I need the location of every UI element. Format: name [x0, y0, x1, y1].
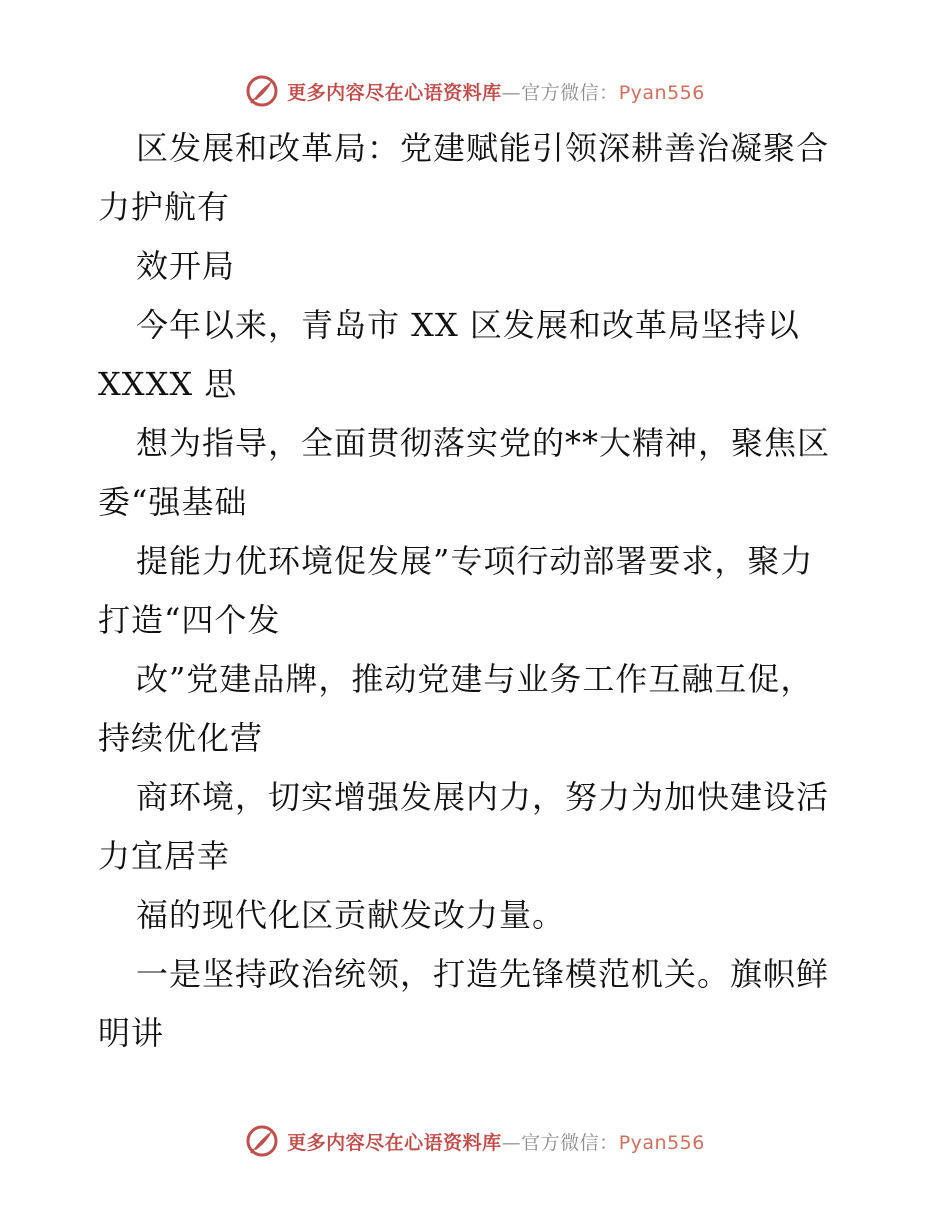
watermark-brand: 更多内容尽在心语资料库: [287, 81, 502, 104]
watermark-text: [287, 1128, 705, 1155]
feather-pen-logo-icon: [245, 1124, 279, 1158]
document-line: 今年以来，青岛市 XX 区发展和改革局坚持以: [136, 306, 800, 344]
document-line: 力护航有: [98, 188, 231, 226]
watermark-brand: 更多内容尽在心语资料库: [287, 1131, 502, 1154]
watermark-separator: —: [501, 81, 522, 104]
document-line: 想为指导，全面贯彻落实党的**大精神，聚焦区: [136, 424, 831, 462]
document-line: 委“强基础: [98, 483, 248, 521]
document-line: 商环境，切实增强发展内力，努力为加快建设活: [136, 778, 830, 816]
watermark-wechat-id: Pyan556: [618, 1131, 705, 1154]
document-line: 一是坚持政治统领，打造先锋模范机关。旗帜鲜: [136, 955, 830, 993]
document-line: 福的现代化区贡献发改力量。: [136, 896, 566, 934]
document-line: 区发展和改革局：党建赋能引领深耕善治凝聚合: [136, 129, 830, 167]
document-line: 提能力优环境促发展”专项行动部署要求，聚力: [136, 542, 814, 580]
document-line: 明讲: [98, 1014, 165, 1052]
footer-watermark: [0, 1121, 950, 1161]
watermark-separator: —: [501, 1131, 522, 1154]
watermark-wechat-id: Pyan556: [618, 81, 705, 104]
document-line: XXXX 思: [98, 365, 238, 403]
watermark-wechat-label: 官方微信：: [521, 81, 619, 104]
watermark-wechat-label: 官方微信：: [521, 1131, 619, 1154]
document-line: 效开局: [136, 247, 236, 285]
document-line: 改”党建品牌，推动党建与业务工作互融互促，: [136, 660, 814, 698]
document-line: 打造“四个发: [98, 601, 281, 639]
document-line: 持续优化营: [98, 719, 264, 757]
document-line: 力宜居幸: [98, 837, 231, 875]
